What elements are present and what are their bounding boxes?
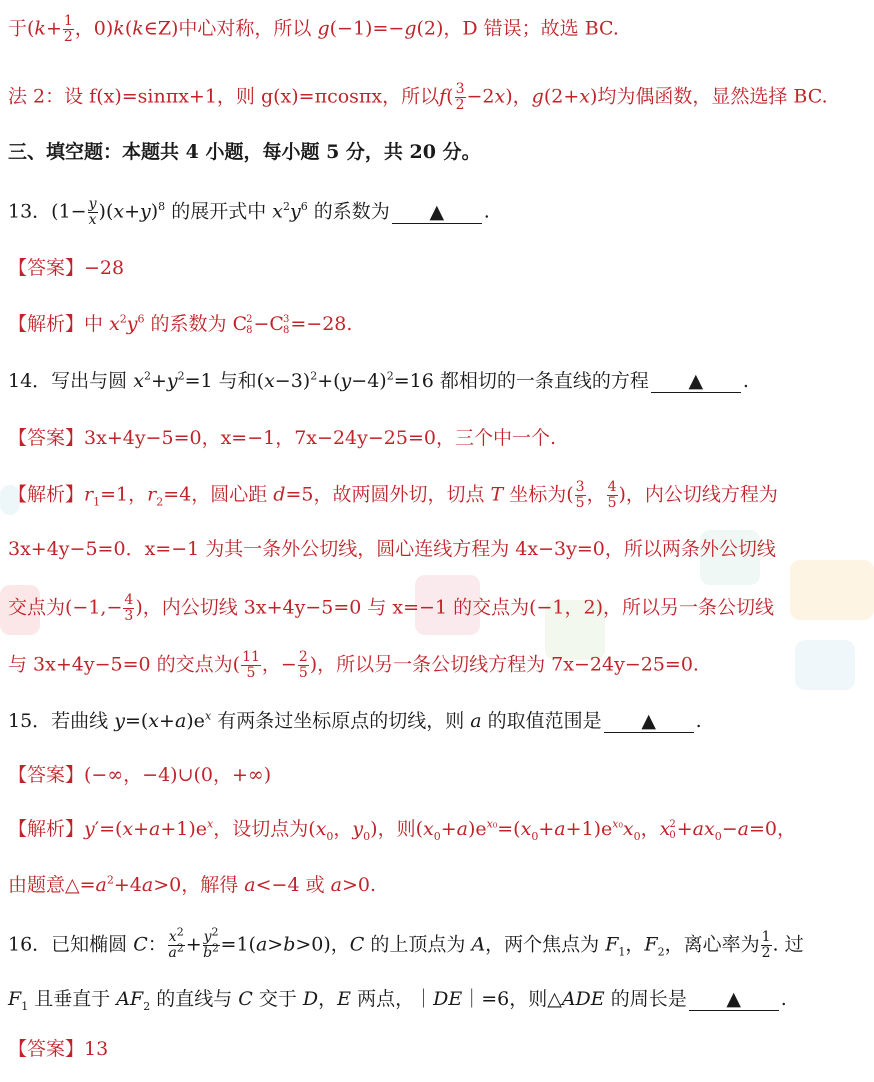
section-heading: 三、填空题：本题共 4 小题，每小题 5 分，共 20 分。 — [8, 141, 481, 163]
solution-line: 【解析】$y'=(x+a+1)e^x$，设切点为($x_0$，$y_0$)，则$(x_0+a)e^{x_0}=(x_0+a+1)e^{x_0}x_0$，x 2 0 $+ax_0-a=0$， — [8, 817, 796, 843]
solution-line: 3x+4y−5=0．x=−1 为其一条外公切线，圆心连线方程为 4x−3y=0，所以两条外公切线 — [8, 538, 776, 560]
question-14: 14．写出与圆 $x^2+y^2=1$ 与和$(x-3)^2+(y-4)^2=16$ 都相切的一条直线的方程 ▲ . — [8, 369, 749, 392]
question-16-cont: $F_1$ 且垂直于 $AF_2$ 的直线与 C 交于 D，E 两点，｜DE｜=6，则△ADE 的周长是 ▲ . — [8, 988, 787, 1013]
solution-line: 【解析】$r_1=1$，$r_2=4$，圆心距 d=5，故两圆外切，切点 T 坐标为( $\frac{3}{5}$ ， $\frac{4}{5}$ )，内公切线方程为 — [8, 479, 778, 511]
question-13: 13．(1− $\frac{y}{x}$ )$(x+y)^8$ 的展开式中 $x^2y^6$ 的系数为 ▲ . — [8, 196, 490, 228]
answer-blank: ▲ — [689, 988, 779, 1011]
solution-line: 与 3x+4y−5=0 的交点为( $\frac{11}{5}$ ，− $\frac{2}{5}$ )，所以另一条公切线方程为 7x−24y−25=0. — [8, 649, 699, 681]
answer-line: 【答案】3x+4y−5=0，x=−1，7x−24y−25=0，三个中一个. — [8, 427, 557, 449]
answer-blank: ▲ — [392, 201, 482, 224]
question-15: 15．若曲线 $y=(x+a)e^x$ 有两条过坐标原点的切线，则 a 的取值范围是 ▲ . — [8, 709, 702, 732]
answer-line: 【答案】−28 — [8, 257, 125, 279]
answer-blank: ▲ — [651, 370, 741, 393]
solution-line: 法 2：设 f(x)=sinπx+1，则 g(x)=πcosπx，所以f( $\frac{3}{2}$ −2x)，g(2+x)均为偶函数，显然选择 BC. — [8, 81, 828, 113]
answer-line: 【答案】(−∞，−4)∪(0，+∞) — [8, 764, 272, 786]
answer-blank: ▲ — [604, 710, 694, 733]
solution-line: 【解析】中 $x^2y^6$ 的系数为 C 2 8 −C 3 8 =−28. — [8, 312, 353, 336]
solution-line: 由题意$\triangle=a^2+4a>0$，解得 a<−4 或 a>0. — [8, 873, 377, 896]
solution-line: 交点为(−1,− $\frac{4}{3}$ )，内公切线 3x+4y−5=0 与 x=−1 的交点为(−1，2)，所以另一条公切线 — [8, 592, 775, 624]
solution-line: 于(k+ $\frac{1}{2}$ ，0)k(k∈Z)中心对称，所以 g(−1)=−g(2)，D 错误；故选 BC. — [8, 13, 619, 45]
answer-line: 【答案】13 — [8, 1038, 109, 1060]
question-16: 16．已知椭圆 C： $\frac{x^2}{a^2}$ + $\frac{y^2}{b^2}$ =1(a>b>0)，C 的上顶点为 A，两个焦点为 $F_1$，$F_2$，离心率为 $\frac{1}{2}$ . 过 — [8, 925, 804, 961]
